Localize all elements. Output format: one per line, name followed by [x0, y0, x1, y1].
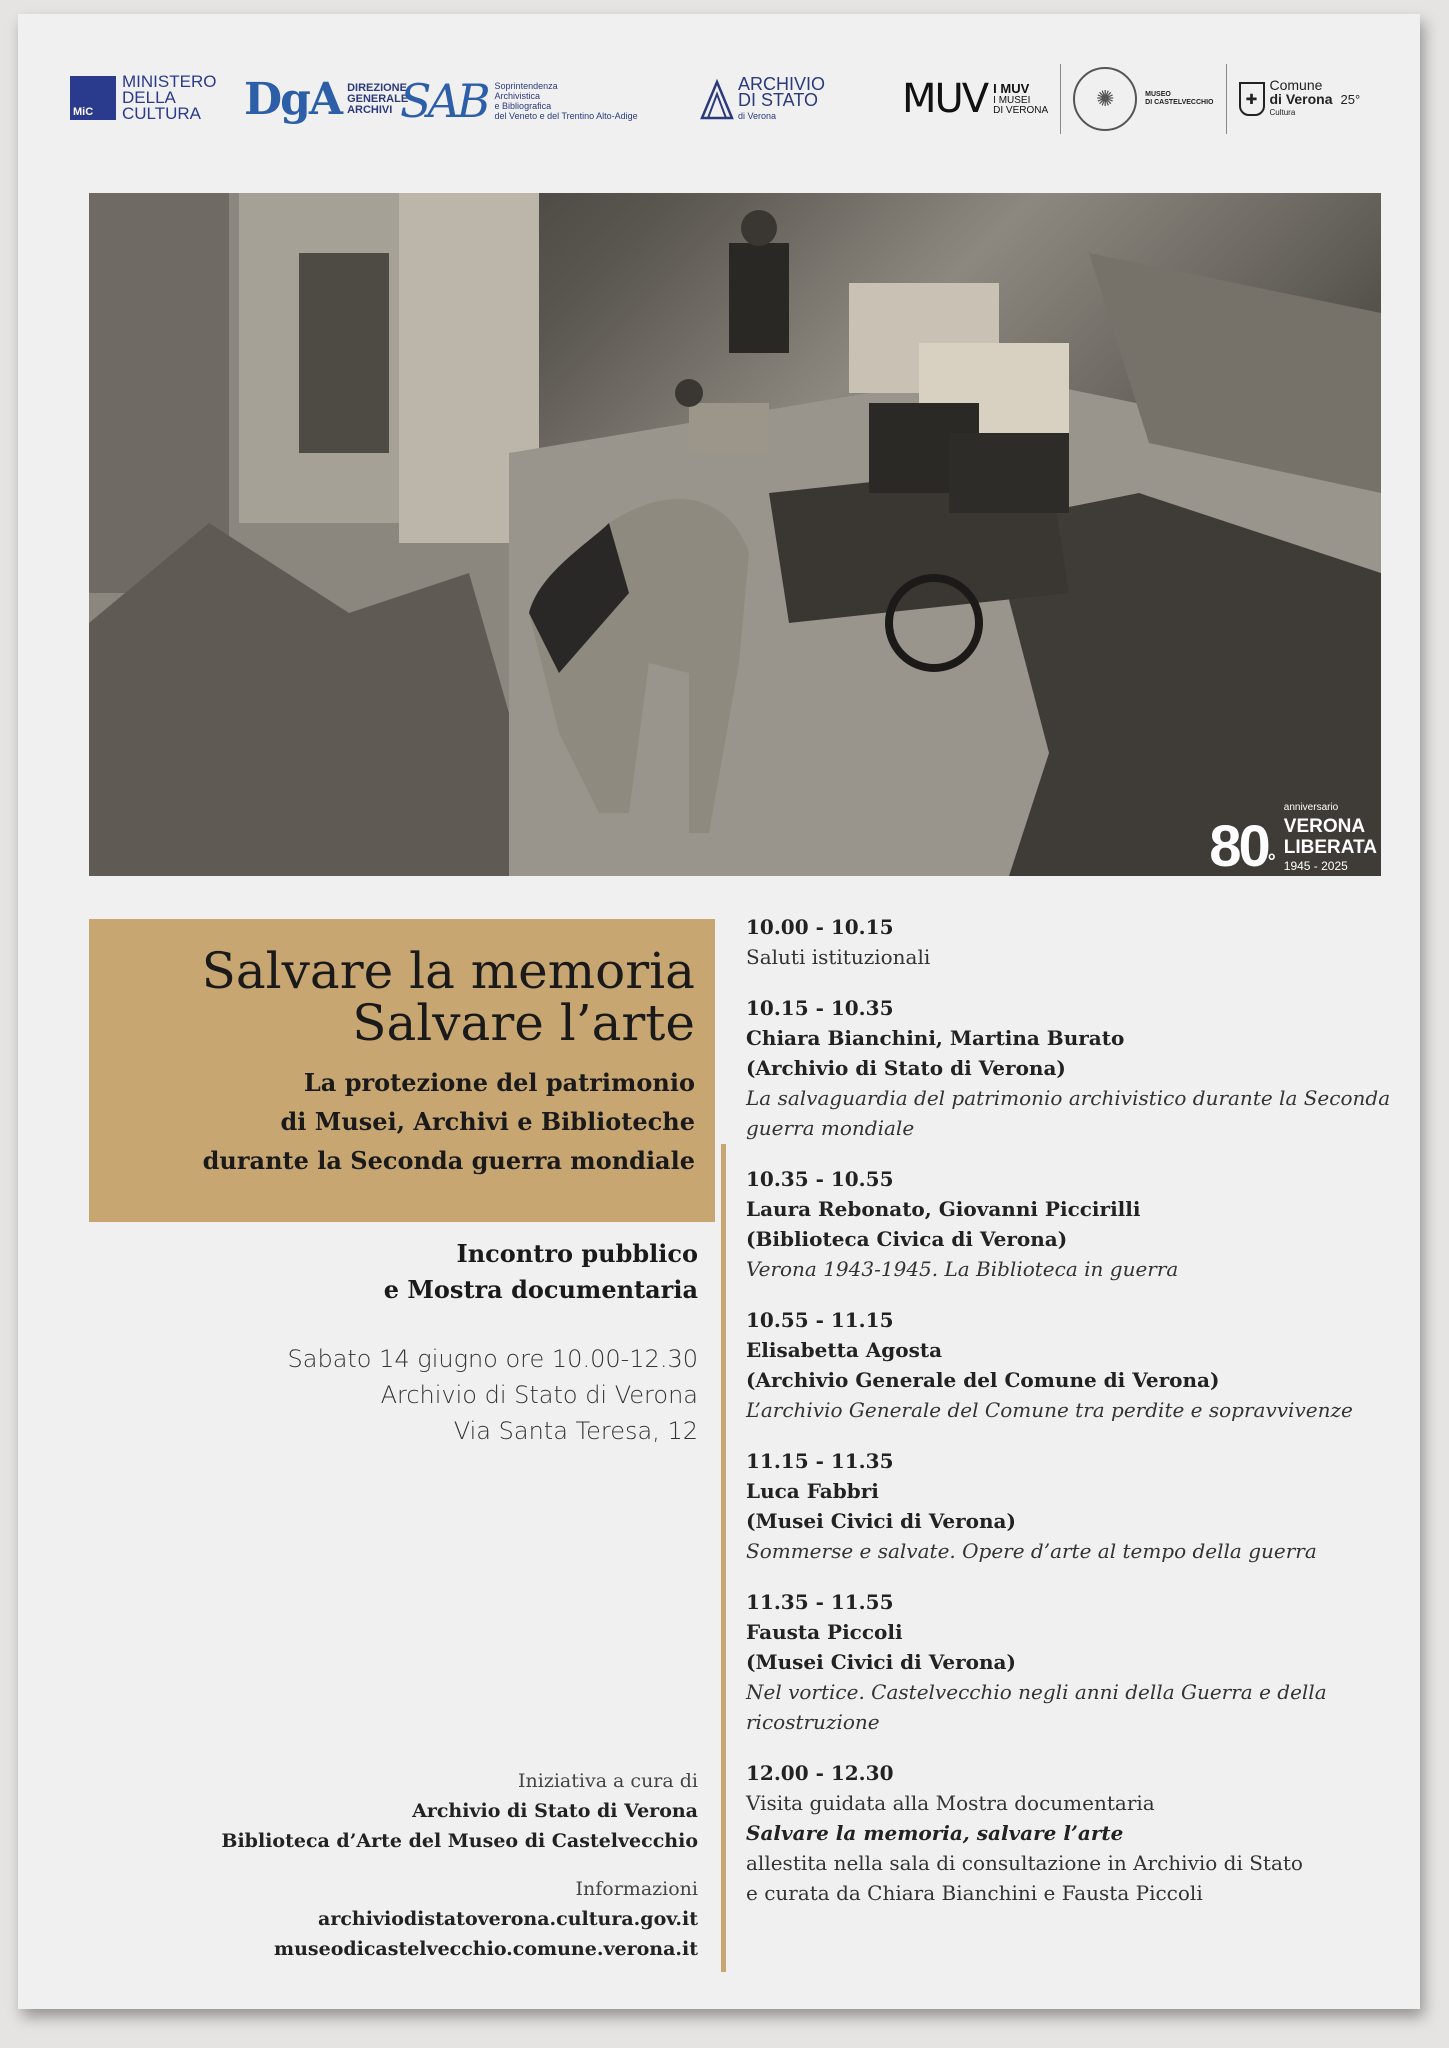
sab-line: e Bibliografica: [494, 101, 552, 111]
verona-crest-icon: ✚: [1239, 82, 1265, 116]
sab-logo: [400, 74, 638, 128]
program-slot: [746, 993, 1406, 1143]
program-slot: [746, 912, 1406, 972]
asv-sub: di Verona: [738, 111, 777, 121]
program-slot: [746, 1446, 1406, 1566]
dga-logo: [244, 74, 408, 125]
divider-bar: [721, 1144, 726, 1972]
badge-number: 80: [1209, 814, 1268, 876]
badge-label-small: anniversario: [1283, 802, 1339, 813]
unesco-anniversary-icon: 25°: [1340, 91, 1361, 107]
sab-line: Soprintendenza: [494, 81, 558, 91]
slot-speakers: Laura Rebonato, Giovanni Piccirilli: [746, 1197, 1141, 1221]
slot-time: 10.35 - 10.55: [746, 1167, 894, 1191]
slot-description: Saluti istituzionali: [746, 945, 931, 969]
slot-talk-title: Nel vortice. Castelvecchio negli anni della Guerra e della ricostruzione: [746, 1680, 1327, 1734]
mic-line: MINISTERO: [122, 72, 217, 91]
event-date: Sabato 14 giugno ore 10.00-12.30: [287, 1345, 698, 1373]
slot-speakers: Chiara Bianchini, Martina Burato: [746, 1026, 1125, 1050]
subtitle-line-2: di Musei, Archivi e Biblioteche: [280, 1107, 695, 1136]
slot-time: 12.00 - 12.30: [746, 1761, 894, 1785]
slot-affiliation: (Archivio di Stato di Verona): [746, 1056, 1066, 1080]
slot-time: 11.35 - 11.55: [746, 1590, 894, 1614]
sponsor-logos: [70, 54, 1370, 144]
sab-line: Archivistica: [494, 91, 541, 101]
muv-logo: [902, 64, 1360, 134]
slot-talk-title: Sommerse e salvate. Opere d’arte al tempo della guerra: [746, 1539, 1317, 1563]
comune-line: di Verona: [1269, 91, 1333, 107]
event-type-line-1: Incontro pubblico: [456, 1239, 698, 1268]
info-label: Informazioni: [575, 1878, 698, 1900]
comune-sub: Cultura: [1269, 108, 1296, 117]
mic-badge: MiC: [70, 76, 116, 120]
castelvecchio-sun-icon: ✺: [1073, 67, 1137, 131]
program-slot: [746, 1587, 1406, 1737]
mic-logo: [70, 74, 216, 122]
mic-line: DELLA: [122, 88, 176, 107]
program-slot: [746, 1305, 1406, 1425]
slot-time: 10.00 - 10.15: [746, 915, 894, 939]
title-line-2: Salvare l’arte: [352, 994, 695, 1052]
muv-line: I MUSEI: [993, 95, 1031, 106]
badge-label-liberata: LIBERATA: [1283, 837, 1377, 858]
event-details: [89, 1341, 698, 1449]
slot-talk-title: Verona 1943-1945. La Biblioteca in guerra: [746, 1257, 1179, 1281]
asv-line: ARCHIVIO: [738, 74, 826, 94]
slot-speakers: Fausta Piccoli: [746, 1620, 903, 1644]
website-link-archivio[interactable]: archiviodistatoverona.cultura.gov.it: [318, 1908, 698, 1930]
castelvecchio-line: DI CASTELVECCHIO: [1145, 99, 1214, 106]
subtitle-line-1: La protezione del patrimonio: [303, 1068, 695, 1097]
exhibition-title: Salvare la memoria, salvare l’arte: [746, 1821, 1124, 1845]
event-venue: Archivio di Stato di Verona: [380, 1381, 698, 1409]
slot-time: 10.55 - 11.15: [746, 1308, 894, 1332]
program-slot: [746, 1758, 1406, 1908]
title-line-1: Salvare la memoria: [201, 942, 695, 1000]
website-link-museo[interactable]: museodicastelvecchio.comune.verona.it: [273, 1938, 698, 1960]
slot-description: e curata da Chiara Bianchini e Fausta Piccoli: [746, 1881, 1203, 1905]
poster-sheet: [18, 14, 1420, 2009]
program-slot: [746, 1164, 1406, 1284]
sab-mark: SAB: [400, 74, 487, 128]
slot-speakers: Elisabetta Agosta: [746, 1338, 943, 1362]
credits-org-1: Archivio di Stato di Verona: [412, 1800, 698, 1822]
badge-label-verona: VERONA: [1283, 816, 1366, 837]
dga-line: GENERALE: [347, 93, 409, 105]
logo-divider: [1226, 64, 1227, 134]
slot-talk-title: La salvaguardia del patrimonio archivistico durante la Seconda guerra mondiale: [746, 1086, 1391, 1140]
program-schedule: [746, 912, 1406, 1929]
slot-affiliation: (Biblioteca Civica di Verona): [746, 1227, 1068, 1251]
muv-mark: MUV: [902, 76, 988, 122]
slot-talk-title: L’archivio Generale del Comune tra perdite e sopravvivenze: [746, 1398, 1353, 1422]
logo-divider: [1060, 64, 1061, 134]
credits: [89, 1766, 698, 1964]
subtitle-line-3: durante la Seconda guerra mondiale: [202, 1146, 695, 1175]
slot-affiliation: (Archivio Generale del Comune di Verona): [746, 1368, 1220, 1392]
credits-intro: Iniziativa a cura di: [518, 1770, 698, 1792]
title-box: [89, 919, 715, 1222]
historic-photo: [89, 193, 1381, 876]
slot-description: Visita guidata alla Mostra documentaria: [746, 1791, 1155, 1815]
comune-line: Comune: [1269, 77, 1323, 93]
castelvecchio-line: MUSEO: [1145, 91, 1171, 98]
anniversary-badge: [1209, 800, 1377, 874]
sab-line: del Veneto e del Trentino Alto-Adige: [494, 111, 638, 121]
dga-line: DIREZIONE: [347, 82, 407, 94]
event-address: Via Santa Teresa, 12: [453, 1417, 698, 1445]
event-type-line-2: e Mostra documentaria: [383, 1275, 698, 1304]
event-type: [89, 1236, 698, 1308]
mic-line: CULTURA: [122, 104, 202, 123]
photo-illustration: [89, 193, 1381, 876]
badge-degree: °: [1267, 851, 1276, 873]
badge-years: 1945 - 2025: [1283, 859, 1348, 873]
slot-time: 10.15 - 10.35: [746, 996, 894, 1020]
slot-speakers: Luca Fabbri: [746, 1479, 879, 1503]
muv-line: DI VERONA: [993, 105, 1049, 116]
dga-line: ARCHIVI: [347, 104, 393, 116]
asv-line: DI STATO: [738, 90, 819, 110]
asv-logo: [700, 76, 825, 124]
credits-org-2: Biblioteca d’Arte del Museo di Castelvecchio: [221, 1830, 698, 1852]
dga-mark: DgA: [244, 74, 342, 125]
slot-affiliation: (Musei Civici di Verona): [746, 1509, 1016, 1533]
muv-line: I MUV: [993, 81, 1030, 96]
asv-triangle-icon: [700, 78, 734, 122]
slot-affiliation: (Musei Civici di Verona): [746, 1650, 1016, 1674]
slot-description: allestita nella sala di consultazione in Archivio di Stato: [746, 1851, 1303, 1875]
slot-time: 11.15 - 11.35: [746, 1449, 894, 1473]
